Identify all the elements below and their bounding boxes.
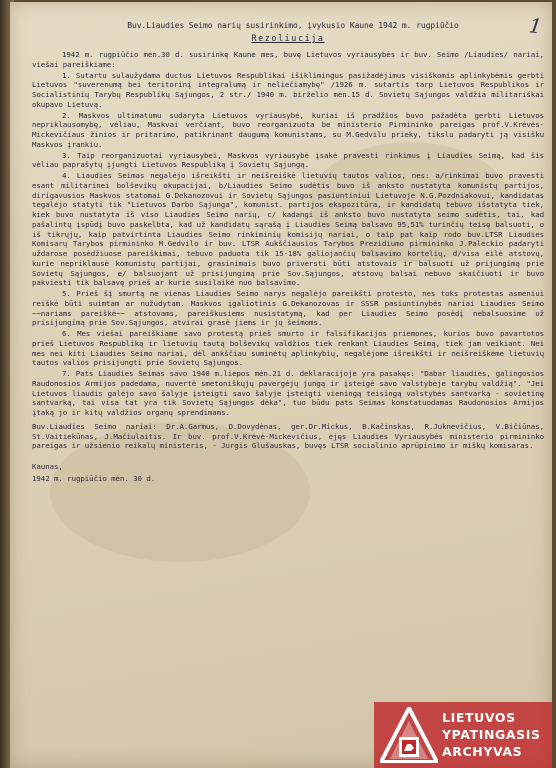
- paragraph: 7. Pats Liaudies Seimas savo 1940 m.liepos mėn.21 d. deklaracijoje yra pasakęs: "Dabar liaudies, galingosios Raudonosios Armijos padedama, nuvertė smetoniškųjų pavergėjų jungą ir įsteigė savo valstybėje tarybų valdžią". "Jei Lietuvos liaudis galėjo savo šalyje įsteigti savo šalyje įsteigti vieningą teisingą valstybės santvarką - sovietinę santvarką, tai visa tat yra tik Sovietų Sąjungos dėka", tuo būdu pats Seimas konstatuodamas Raudonosios Armijos įtaką jo ir kitų valdžios organų sprendimams.: [32, 369, 544, 417]
- paragraph: 3. Taip reorganizuotai vyriausybei, Maskvos vyriausybė įsakė pravesti rinkimus į Liaudies Seimą, kad šis vėliau paprašytų įjungti Lietuvos Respubliką į Sovietų Sąjungą.: [32, 150, 544, 170]
- date: 1942 m. rugpiūčio mėn. 30 d.: [32, 474, 156, 483]
- document-sheet: [10, 2, 552, 768]
- handwritten-page-number: 1: [527, 13, 544, 39]
- document-header: Buv.Liaudies Seimo narių susirinkimo, įvykusio Kaune 1942 m. rugpiūčio: [127, 21, 459, 30]
- place: Kaunas,: [32, 462, 63, 471]
- archive-name-line3: ARCHYVAS: [442, 744, 523, 759]
- place-date-block: [32, 461, 544, 485]
- archive-name-line2: YPATINGASIS: [442, 727, 541, 742]
- archive-name: [442, 709, 541, 760]
- document-title: Rezoliucija: [251, 33, 325, 43]
- paragraph: 6. Mes viešai pareiškiame savo protestą prieš smurto ir falsifikacijos priemones, kurios buvo pavartotos prieš Lietuvos Respubliką ir lietuvių tautą bolševikų valdžios tiek renkant Liaudies Seimą, tiek jam veikiant. Nei mes nei kiti Liaudies Seimo nariai, dėl ankščiau suminėtų aplinkybių, negalėjome išreikšti ir neišreiškėme lietuvių tautos valios prisijungti prie Sovietų Sąjungos.: [32, 329, 544, 368]
- lithuanian-archive-emblem-icon: [380, 707, 438, 763]
- paragraph-list: [32, 50, 544, 418]
- paragraph: 4. Liaudies Seimas negalėjo išreikšti ir neišreiškė lietuvių tautos valios, nes: a/rinkimai buvo pravesti esant militarinei bolševikų okupacijai, b/Liaudies Seimo sudėtis buvo iš anksto nustatyta komunistų partijos, dirigavusios Maskvos statomai G.Dekanozovui ir Sovietų Sąjungos pasiuntiniui Lietuvoje N.G.Pozdniakovui, kandidatas tegalėjo statyti tik "Lietuvos Darbo Sąjunga", komunist. partijos ekspozitūra, ir kandidatų tebuvo išstatyta tiek, kiek buvo nustatyta iš viso Liaudies Seimo narių, c/ kadangi iš anksto buvo nustatyta seimo sudėtis, tai, kad pašalintų įspūdį buvo paskelbta, kad už kandidatų sąrašą į Liaudies Seimą balsavo 95,51% turinčių teisę balsuoti, o iš tikrųjų, kaip patvirtinta Liaudies Seimo rinkiminių komisijų nariai, o taip pat kaip rodo buv.LTSR Liaudies Komisarų Tarybos pirmininko M.Gedvilo ir buv. LTSR Aukščiausios Tarybos Prezidiumo pirmininko J.Paleckio padaryti uždarose posėdžiuose pareiškimai, tebuvo paduota tik 15-18% galiojančių balsavimo kortelių, d/visa eilė atstovų, kurie nepriklausė komunistų partijai, grasinimais buvo priversti būti atstovais ir balsuoti už prijungimą prie Sovietų Sąjungos, e/ balsuojant už prisijungimą prie Sov.Sąjungos, atstovų balsai nebuvo skaičiuoti ir buvo pakviesti tik balsavę prieš ar kurie susilaikė nuo balsavimo.: [32, 171, 544, 288]
- paragraph: 1. Sutartu sulaužydama ductus Lietuvos Respublikai išiklimingus pasižadėjimus visiškomis aplinkybėmis gerbti Lietuvos "suverenumą bei teritorinį integralumą ir neliečiamybę" /1926 m. sutartis tarp Lietuvos Respublikos ir Socialistinių Tarybų Respublikų Sąjungos, 2 str./ 1940 m. birželio mėn.15 d. Sovietų Sąjungos valdžia militariškai okupavo Lietuvą.: [32, 70, 544, 109]
- archive-name-line1: LIETUVOS: [442, 710, 516, 725]
- paragraph: 5. Prieš šį smurtą ne vienas Liaudies Seimo narys negalėjo pareikšti protesto, nes toks protestas asmeniui reiškė būti suimtam ar nužudytam. Maskvos įgaliotinis G.Dekanozovas ir SSSR pasiuntinybės nariai Liaudies Seimo ~~nariams pareiškė~~ atstovams, pareiškusiems nusistatymą, kad per Liaudies Seimo posėdį nebalsuosime už prisijungimą prie Sov.Sąjungos, atvirai grasė jiems ir jų šeimoms.: [32, 289, 544, 328]
- signatories: Buv.Liaudies Seimo nariai: Dr.A.Garmus, D.Dovydėnas, ger.Dr.Mickus, B.Kačinskas, R.Juknevičius, V.Bičiūnas, St.Vaitiekūnas, J.Mačiulaitis. Ir buv. prof.V.Krėvė-Mickevičius, ėjęs Liaudies Vyriausybės ministerio pirmininko pareigas ir užsienio reikalų ministeris, - Jurgis Glušauskas, buvęs LTSR socialinio aprūpinimo ir miškų komisaras.: [32, 421, 544, 451]
- paragraph: 1942 m. rugpiūčio mėn.30 d. susirinkę Kaune mes, buvę Lietuvos vyriausybės ir buv. Seimo /Liaudies/ nariai, viešai pareiškiame:: [32, 50, 544, 69]
- document-body: [32, 20, 544, 485]
- archive-logo: [374, 702, 552, 768]
- paragraph: 2. Maskvos ultimatumu sudaryta Lietuvos vyriausybė, kuriai iš pradžios buvo pažadėta gerbti Lietuvos nepriklausomybę, vėliau, Maskvai verčiant, buvo reorganizuota be ministerio Pirmininko pareigas prof.V.Krėvės-Mickevičiaus žinios ir pritarimo, patikrinant daugumą komunistams, su M.Gedvilu prieky, tikslu padaryti ją visišku Maskvos įrankiu.: [32, 110, 544, 149]
